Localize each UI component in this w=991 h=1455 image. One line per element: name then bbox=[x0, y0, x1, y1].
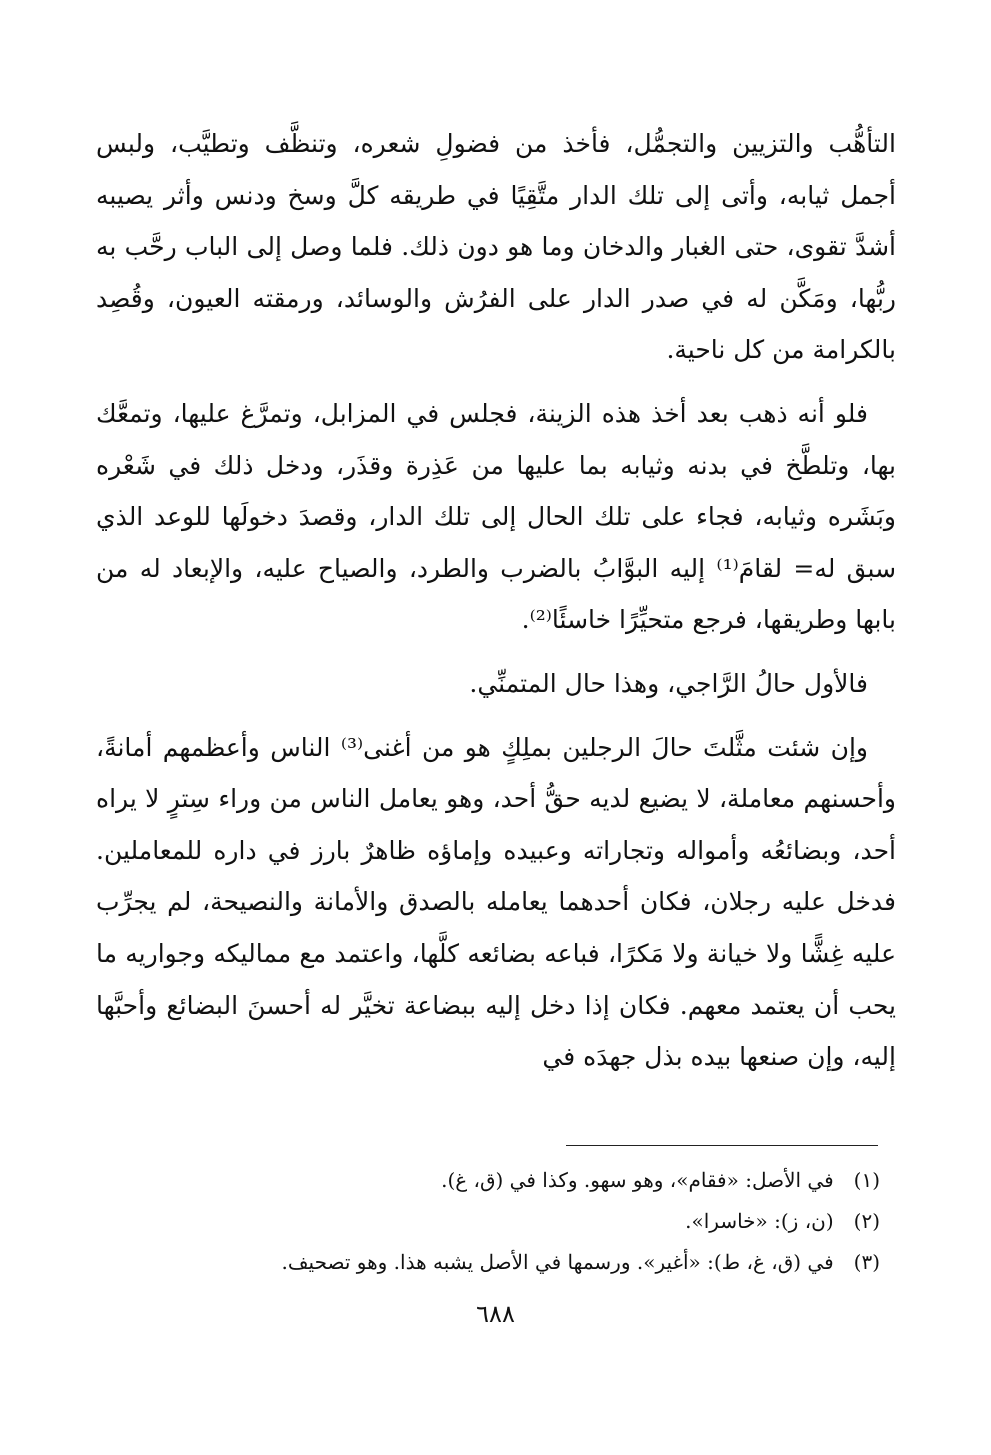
footnote-3 bbox=[96, 1242, 880, 1283]
footnote-number: (٣) bbox=[853, 1250, 880, 1274]
footnote-number: (٢) bbox=[853, 1209, 880, 1233]
footnote-text: في الأصل: «فقام»، وهو سهو. وكذا في (ق، غ). bbox=[441, 1168, 834, 1192]
footnote-1 bbox=[96, 1160, 880, 1201]
paragraph-2: فلو أنه ذهب بعد أخذ هذه الزينة، فجلس في المزابل، وتمرَّغ عليها، وتمعَّك بها، وتلطَّخ في بدنه وثيابه بما عليها من عَذِرة وقذَر، ودخل ذلك في شَعْره وبَشَره وثيابه، فجاء على تلك الحال إلى تلك الدار، وقصدَ دخولَها للوعد الذي سبق له= لقامَ⁽¹⁾ إليه البوَّابُ بالضرب والطرد، والصياح عليه، والإبعاد له من بابها وطريقها، فرجع متحيِّرًا خاسئًا⁽²⁾. bbox=[96, 398, 897, 635]
footnote-number: (١) bbox=[853, 1168, 880, 1192]
main-text bbox=[96, 118, 896, 1083]
footnote-separator bbox=[566, 1145, 878, 1146]
footnote-text: في (ق، غ، ط): «أغير». ورسمها في الأصل يشبه هذا. وهو تصحيف. bbox=[281, 1250, 834, 1274]
paragraph-3: فالأول حالُ الرَّاجي، وهذا حال المتمنِّي. bbox=[469, 668, 868, 698]
footnote-2 bbox=[96, 1201, 880, 1242]
paragraph-1: التأهُّب والتزيين والتجمُّل، فأخذ من فضولِ شعره، وتنظَّف وتطيَّب، ولبس أجمل ثيابه، وأتى إلى تلك الدار متَّقِيًا في طريقه كلَّ وسخ ودنس وأثر يصيبه أشدَّ تقوى، حتى الغبار والدخان وما هو دون ذلك. فلما وصل إلى الباب رحَّب به ربُّها، ومَكَّن له في صدر الدار على الفرُش والوسائد، ورمقته العيون، وقُصِد بالكرامة من كل ناحية. bbox=[96, 129, 896, 365]
paragraph-4: وإن شئت مثَّلتَ حالَ الرجلين بملِكٍ هو من أغنى⁽³⁾ الناس وأعظمهم أمانةً، وأحسنهم معاملة، لا يضيع لديه حقُّ أحد، وهو يعامل الناس من وراء سِترٍ لا يراه أحد، وبضائعُه وأمواله وتجاراته وعبيده وإماؤه ظاهرٌ بارز في داره للمعاملين. فدخل عليه رجلان، فكان أحدهما يعامله بالصدق والأمانة والنصيحة، لم يجرِّب عليه غِشًّا ولا خيانة ولا مَكرًا، فباعه بضائعه كلَّها، واعتمد مع مماليكه وجواريه ما يحب أن يعتمد معهم. فكان إذا دخل إليه ببضاعة تخيَّر له أحسنَ البضائع وأحبَّها إليه، وإن صنعها بيده بذل جهدَه في bbox=[96, 732, 896, 1072]
footnotes bbox=[96, 1160, 880, 1283]
footnote-text: (ن، ز): «خاسرا». bbox=[685, 1209, 834, 1233]
page-number: ٦٨٨ bbox=[476, 1300, 515, 1328]
